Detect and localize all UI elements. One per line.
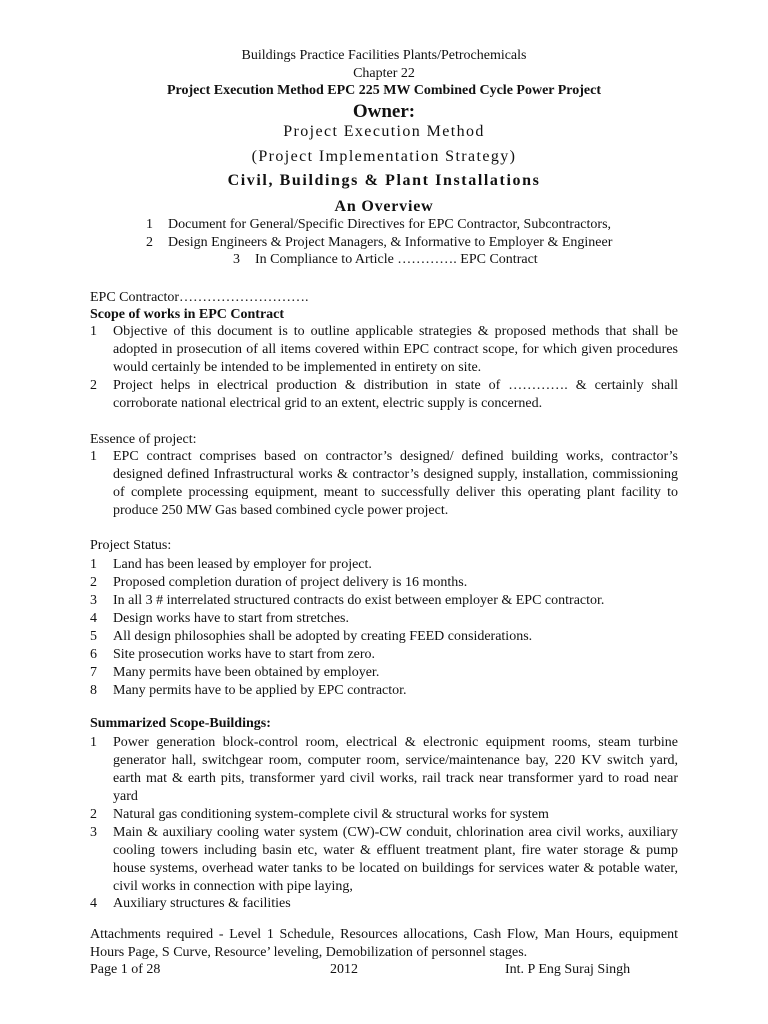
overview-heading: An Overview bbox=[334, 198, 434, 215]
buildings-item bbox=[90, 806, 678, 824]
essence-item-number: 1 bbox=[90, 449, 97, 464]
essence-item-text: EPC contract comprises based on contractor’s designed/ defined building works, contractor’s designed defined Infrastructural works & contractor’s designed supply, installation, commissioning of complete processing equipment, meant to successfully deliver this operating plant facility to produce 250 MW Gas based combined cycle power project. bbox=[113, 449, 678, 518]
buildings-item bbox=[90, 824, 678, 896]
overview-item-number: 2 bbox=[146, 235, 153, 250]
buildings-item-number: 1 bbox=[90, 735, 97, 750]
status-item-number: 8 bbox=[90, 683, 97, 698]
overview-item bbox=[146, 217, 611, 233]
overview-item bbox=[146, 235, 612, 251]
overview-item-number: 3 bbox=[233, 252, 240, 267]
status-item bbox=[90, 574, 678, 592]
doc-scope-title: Civil, Buildings & Plant Installations bbox=[227, 172, 541, 189]
status-item bbox=[90, 682, 678, 700]
overview-item-text: Design Engineers & Project Managers, & Informative to Employer & Engineer bbox=[168, 235, 613, 250]
status-item-text: Many permits have been obtained by employer. bbox=[113, 665, 380, 680]
status-item-text: All design philosophies shall be adopted by creating FEED considerations. bbox=[113, 629, 533, 644]
essence-heading: Essence of project: bbox=[90, 432, 197, 447]
buildings-item-text: Natural gas conditioning system-complete civil & structural works for system bbox=[113, 807, 549, 822]
chapter-label: Chapter 22 bbox=[353, 66, 415, 81]
buildings-item bbox=[90, 895, 678, 913]
scope-item bbox=[90, 323, 678, 377]
status-item bbox=[90, 664, 678, 682]
status-item bbox=[90, 592, 678, 610]
buildings-item-number: 3 bbox=[90, 825, 97, 840]
essence-item bbox=[90, 448, 678, 520]
status-item-number: 1 bbox=[90, 557, 97, 572]
buildings-item-text: Auxiliary structures & facilities bbox=[113, 896, 291, 911]
status-item-text: Proposed completion duration of project delivery is 16 months. bbox=[113, 575, 468, 590]
project-title: Project Execution Method EPC 225 MW Combined Cycle Power Project bbox=[166, 83, 602, 98]
contractor-line: EPC Contractor………………………. bbox=[90, 290, 309, 305]
scope-item-text: Project helps in electrical production & distribution in state of …………. & certainly shall corroborate national electrical grid to an extent, electric supply is concerned. bbox=[113, 378, 678, 411]
overview-item-text: In Compliance to Article …………. EPC Contract bbox=[255, 252, 538, 267]
buildings-item-number: 4 bbox=[90, 896, 97, 911]
status-item-number: 4 bbox=[90, 611, 97, 626]
status-item bbox=[90, 628, 678, 646]
scope-item-number: 1 bbox=[90, 324, 97, 339]
buildings-item-number: 2 bbox=[90, 807, 97, 822]
status-item-number: 5 bbox=[90, 629, 97, 644]
status-item-number: 3 bbox=[90, 593, 97, 608]
scope-item bbox=[90, 377, 678, 413]
status-item-text: Site prosecution works have to start from zero. bbox=[113, 647, 376, 662]
doc-title: Project Execution Method bbox=[283, 123, 485, 140]
status-heading: Project Status: bbox=[90, 538, 172, 553]
status-item-text: Many permits have to be applied by EPC contractor. bbox=[113, 683, 407, 698]
buildings-item bbox=[90, 734, 678, 806]
owner-heading: Owner: bbox=[352, 101, 416, 122]
overview-item bbox=[233, 252, 538, 268]
status-item-number: 2 bbox=[90, 575, 97, 590]
buildings-heading: Summarized Scope-Buildings: bbox=[90, 716, 271, 731]
scope-heading: Scope of works in EPC Contract bbox=[90, 307, 285, 322]
overview-item-text: Document for General/Specific Directives for EPC Contractor, Subcontractors, bbox=[168, 217, 612, 232]
status-item-text: Land has been leased by employer for project. bbox=[113, 557, 372, 572]
status-item-number: 6 bbox=[90, 647, 97, 662]
doc-subtitle: (Project Implementation Strategy) bbox=[251, 148, 517, 165]
footer-author: Int. P Eng Suraj Singh bbox=[505, 962, 631, 977]
status-item bbox=[90, 646, 678, 664]
overview-item-number: 1 bbox=[146, 217, 153, 232]
scope-item-number: 2 bbox=[90, 378, 97, 393]
status-item-number: 7 bbox=[90, 665, 97, 680]
footer-year: 2012 bbox=[330, 962, 358, 977]
buildings-item-text: Power generation block-control room, electrical & electronic equipment rooms, steam turbine generator hall, switchgear room, computer room, service/maintenance bay, 220 KV switch yard, earth mat & earth pits, transformer yard civil works, rail track near transformer yard to road near yard bbox=[113, 735, 678, 804]
status-item-text: In all 3 # interrelated structured contracts do exist between employer & EPC contractor. bbox=[113, 593, 605, 608]
status-item bbox=[90, 556, 678, 574]
status-item bbox=[90, 610, 678, 628]
status-item-text: Design works have to start from stretches. bbox=[113, 611, 349, 626]
scope-item-text: Objective of this document is to outline applicable strategies & proposed methods that shall be adopted in prosecution of all items covered within EPC contract scope, for which given procedures would certainly be intended to be implemented in entirety on site. bbox=[113, 324, 678, 375]
attachments-paragraph: Attachments required - Level 1 Schedule, Resources allocations, Cash Flow, Man Hours, equipment Hours Page, S Curve, Resource’ leveling, Demobilization of personnel stages. bbox=[90, 927, 678, 960]
header-practice-line: Buildings Practice Facilities Plants/Petrochemicals bbox=[241, 48, 527, 63]
page-number: Page 1 of 28 bbox=[90, 962, 161, 977]
buildings-item-text: Main & auxiliary cooling water system (CW)-CW conduit, chlorination area civil works, auxiliary cooling towers including basin etc, water & effluent treatment plant, fire water storage & pump house systems, overhead water tanks to be located on buildings for services water & potable water, civil works in connection with pipe laying, bbox=[113, 825, 678, 894]
